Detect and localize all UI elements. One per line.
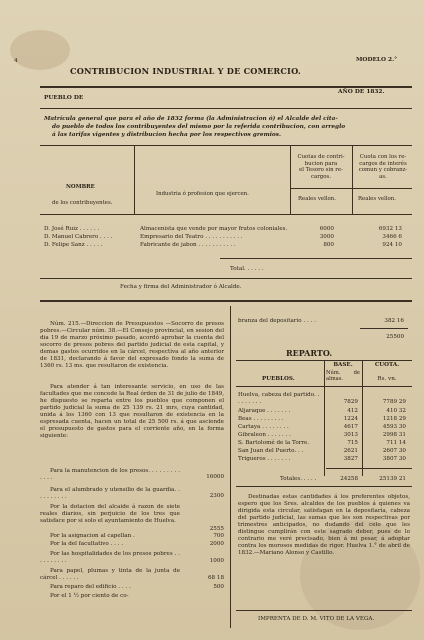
reparto-cuota: 3807 30 (382, 456, 406, 462)
expense-amount: 68 18 (207, 575, 224, 581)
ano-label: AÑO DE 1832. (338, 89, 385, 95)
intro-line-3: á las tarifas vigentes y distribucion hecha por los respectivos gremios. (52, 132, 282, 138)
reparto-pueblo: Beas . . . . . . . . . (238, 416, 284, 422)
col-nombre-sub: de los contribuyentes. (52, 200, 113, 206)
row-cuota: 6000 (319, 226, 334, 232)
expense-amount: 500 (213, 584, 224, 590)
reparto-cuota: 1218 29 (382, 416, 406, 422)
reparto-base: 2621 (343, 448, 358, 454)
row-name: D. Manuel Cabrero . . . . (44, 234, 113, 240)
row-name: D. Felipe Sanz . . . . . (44, 242, 103, 248)
reparto-pueblo: Trigueros . . . . . . . (238, 456, 291, 462)
row-industria: Almacenista que vende por mayor frutos coloniales. (140, 226, 288, 232)
reparto-title: REPARTO. (286, 348, 333, 358)
reparto-cuota: 7789 29 (382, 399, 406, 405)
col-cuota-con (354, 154, 412, 180)
expense-label: Por las hospitalidades de los presos pobres . . . . . . . . . . (40, 551, 180, 565)
reparto-cuota: 711 14 (386, 440, 406, 446)
reparto-head-rule (236, 386, 412, 387)
table-head-bottom-rule (40, 214, 412, 215)
col-nombre: NOMBRE (66, 184, 95, 190)
expense-label: Para el alumbrado y utensilio de la guardia. . . . . . . . . . (40, 487, 180, 501)
col-cuotas-line: el Tesoro sin re- (299, 167, 343, 174)
col-cuotas-line: cargos. (311, 173, 331, 180)
table-divider (134, 145, 135, 215)
fecha-firma: Fecha y firma del Administrador ó Alcalde. (120, 284, 242, 290)
pueblo-label: PUEBLO DE (44, 95, 84, 101)
totales-rule (326, 468, 412, 469)
expense-label: Para la manutencion de los presos. . . . . . . . . . . . . (40, 468, 180, 482)
reparto-base: 1224 (343, 416, 358, 422)
imprenta-rule (236, 610, 412, 611)
row-total: 6932 13 (378, 226, 402, 232)
reparto-bottom-rule (236, 486, 412, 487)
expense-amount: 2000 (209, 541, 224, 547)
closing-paragraph: Destinadas estas cantidades á los preferentes objetos, espero que los Sres. alcaldes de los pueblos á quienes va dirigida esta circular, satisfagan en la depositaría, cabeza del partido judicial, las sumas que les son respectivas por trimestres anticipados, no dudando del celo que les distingue cumplirán con este sagrado deber, pues de lo contrario me veré precisado, bien á mi pesar, á adoptar contra los morosos medidas de rigor. Huelva 1.° de abril de 1832.—Mariano Alonso y Castillo. (238, 494, 410, 557)
intro-line-1: Matrícula general que para el año de 1832 forma (la Administracion ó) el Alcalde del cita- (44, 116, 338, 122)
hdr-pueblos: PUEBLOS. (262, 376, 295, 382)
col-cuotas-line: Cuotas de contri- (297, 154, 345, 160)
subheader-rule (290, 188, 412, 189)
reparto-base: 3827 (343, 456, 358, 462)
expense-amount: 700 (213, 533, 224, 539)
expense-label: Para papel, plumas y tinta de la junta de cárcel . . . . . . (40, 568, 180, 582)
page-stain (10, 30, 70, 70)
reparto-base: 412 (347, 408, 358, 414)
reparto-cuota: 2607 30 (382, 448, 406, 454)
col-industria: Industria ó profesion que ejercen. (156, 191, 249, 197)
reparto-base: 7829 (343, 399, 358, 405)
expense-label: Por el 1 ½ por ciento de co- (50, 593, 129, 599)
row-total: 3466 6 (382, 234, 402, 240)
expense-amount: 1000 (209, 558, 224, 564)
reparto-pueblo: Aljaraque . . . . . . . (238, 408, 291, 414)
row-name: D. José Ruiz . . . . . . (44, 226, 100, 232)
hdr-cuota-sub: Rs. vn. (377, 376, 397, 382)
reparto-base: 3013 (343, 432, 358, 438)
expense-label: Para reparo del edificio . . . . (50, 584, 131, 590)
pre-total-rule (220, 258, 412, 259)
expense-label: Por la del facultativo . . . . (50, 541, 124, 547)
reparto-base: 4617 (343, 424, 358, 430)
circular-paragraph-1: Núm. 215.—Direccion de Presupuestos —Socorro de presos pobres.—Circular núm. 38.—El Consejo provincial, en sesion del dia 19 de marzo próximo pasado, acordó aprobar la cuenta del socorro de presos pobres del partido judicial de esta capital, y demas gastos ocurridos en la cárcel, respectiva al año anterior de 1831, declarando á favor del expresado fondo la suma de 1360 rs. 13 ms. que resultaron de existencia. (40, 321, 224, 370)
reparto-pueblo: Huelva, cabeza del partido. . . . . . . . . (238, 392, 320, 405)
row-total: 924 10 (382, 242, 402, 248)
continued-amount: 382 16 (384, 318, 404, 324)
total-rule (40, 278, 412, 279)
col-cuota-con-line: as. (379, 173, 387, 180)
hdr-base-sub: Núm. de almas. (326, 370, 360, 383)
header-rule (40, 108, 412, 109)
hdr-cuota: CUOTA. (374, 362, 400, 368)
row-industria: Fabricante de jabon . . . . . . . . . . . (140, 242, 236, 248)
table-divider (290, 145, 291, 215)
table-divider (352, 145, 353, 215)
col-cuotas (292, 154, 350, 180)
totales-base: 24258 (340, 476, 358, 482)
hdr-base: BASE. (333, 362, 353, 368)
section-rule (40, 300, 412, 302)
col-reales-2: Reales vellon. (358, 196, 396, 202)
totales-label: Totales. . . . . (280, 476, 317, 482)
reparto-pueblo: Cartaya . . . . . . . . (238, 424, 289, 430)
reparto-cuota: 2998 31 (382, 432, 406, 438)
column-divider (230, 306, 231, 628)
reparto-pueblo: S. Bartolomé de la Torre. (238, 440, 310, 446)
col-cuota-con-line: cargos de interés (359, 160, 407, 167)
expense-label: Por la dotacion del alcaide á razon de siete reales diarios, sin perjuicio de los tres que satisface por si solo el ayuntamiento de Huelva. (40, 504, 180, 525)
reparto-cuota: 410 32 (386, 408, 406, 414)
imprenta-line: IMPRENTA DE D. M. VITO DE LA VEGA. (258, 616, 375, 622)
continued-label: branza del depositario . . . . (238, 318, 316, 324)
modelo-label: MODELO 2.° (356, 57, 398, 63)
col-cuotas-line: bucion para (304, 160, 338, 167)
col-cuota-con-line: Cuota con los re- (359, 154, 407, 160)
expense-amount: 2555 (209, 526, 224, 532)
title-rule (40, 86, 412, 88)
reparto-pueblo: Gibraleon . . . . . . . (238, 432, 291, 438)
expense-amount: 2300 (209, 493, 224, 499)
reparto-divider (324, 360, 325, 476)
col-cuota-con-line: comun y cobranz- (358, 167, 408, 174)
table-top-rule (40, 145, 412, 146)
circular-paragraph-2: Para atender á tan interesante servicio, en uso de las facultades que me concede la Real órden de 31 de julio de 1849, he dispuesto se reparta entre los pueblos que componen el partido judicial la suma de 25 139 rs. 21 mrs, cuya cantidad, unida á los 1360 con 13 que resultaron de existencia en la espresada cuenta, hacen un total de 25 500 rs. á que asciende el presupuesto de gastos para el corriente año, en la forma siguiente: (40, 384, 224, 440)
totales-cuota: 25139 21 (379, 476, 406, 482)
sum-rule (360, 328, 408, 329)
row-cuota: 800 (323, 242, 334, 248)
total-label: Total. . . . . . (230, 266, 264, 272)
page-mark: 4 (14, 58, 18, 64)
row-industria: Empresario del Teatro . . . . . . . . . . . (140, 234, 243, 240)
col-reales-1: Reales vellon. (298, 196, 336, 202)
expense-label: Por la asignacion al capellan . (50, 533, 135, 539)
intro-line-2: do pueblo de todos los contribuyentes del mismo por la referida contribucion, con arreglo (52, 124, 346, 130)
document-title: CONTRIBUCION INDUSTRIAL Y DE COMERCIO. (70, 66, 301, 76)
sum-amount: 25500 (386, 334, 404, 340)
expense-amount: 16000 (206, 474, 224, 480)
reparto-pueblo: San Juan del Puerto. . . (238, 448, 304, 454)
row-cuota: 3000 (319, 234, 334, 240)
reparto-base: 715 (347, 440, 358, 446)
reparto-cuota: 4593 30 (382, 424, 406, 430)
